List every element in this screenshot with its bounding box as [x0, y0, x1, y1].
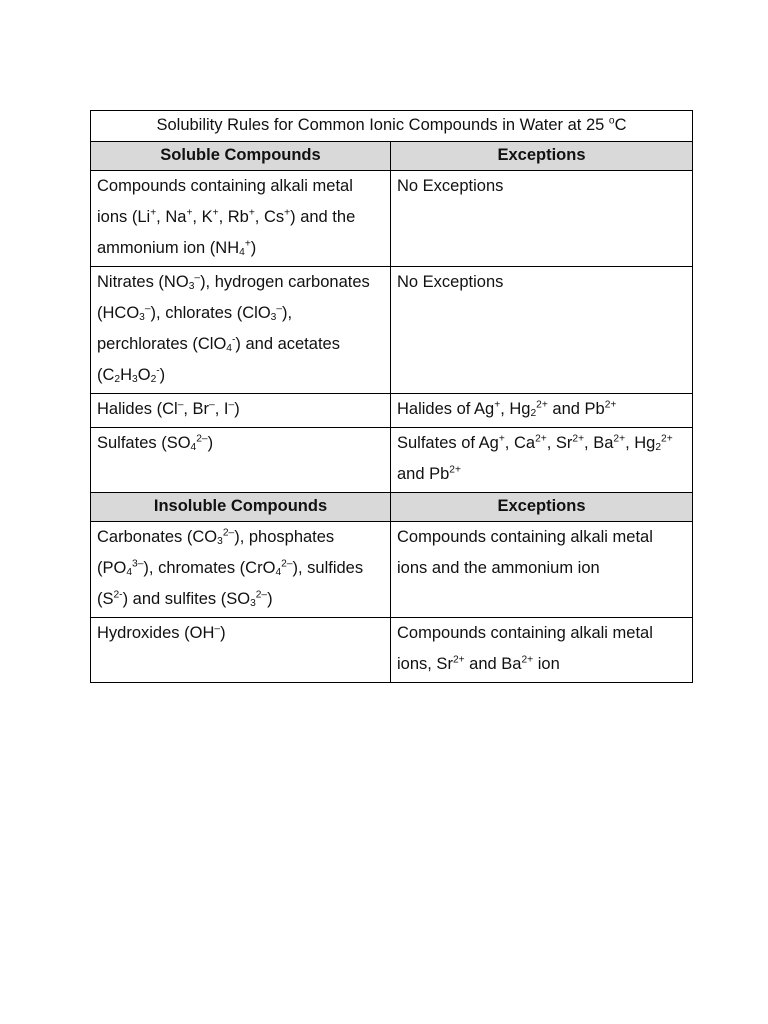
table-row	[91, 171, 693, 267]
column-header-exceptions: Exceptions	[391, 493, 693, 522]
compound-cell: Sulfates $(SO_4^{2-})$	[91, 428, 391, 493]
compound-cell: Halides (Cl–, Br–, I–)	[91, 394, 391, 428]
column-header-compounds: Insoluble Compounds	[91, 493, 391, 522]
exception-cell: Halides of Ag+, $Hg_2^{2+}$ and $Pb^{2+}$	[391, 394, 693, 428]
table-row	[91, 618, 693, 683]
column-header-compounds: Soluble Compounds	[91, 142, 391, 171]
table-row	[91, 428, 693, 493]
section-header-row	[91, 493, 693, 522]
table-title: Solubility Rules for Common Ionic Compounds in Water at 25 $^o$C	[91, 111, 693, 142]
exception-cell: Sulfates of Ag+, $Ca^{2+}$, $Sr^{2+}$, $Ba^{2+}$, $Hg_2^{2+}$ and $Pb^{2+}$	[391, 428, 693, 493]
section-header-row	[91, 142, 693, 171]
compound-cell: Compounds containing alkali metal ions (Li+, Na+, K+, Rb+, Cs+) and the ammonium ion $(NH_4^+)$	[91, 171, 391, 267]
exception-cell: Compounds containing alkali metal ions, $Sr^{2+}$ and $Ba^{2+}$ ion	[391, 618, 693, 683]
compound-cell: Nitrates $(NO_3^-)$, hydrogen carbonates $(HCO_3^-)$, chlorates (ClO$_3$–), perchlorates (ClO$_4$-) and acetates $(C_2H_3O_2^-)$	[91, 267, 391, 394]
table-row	[91, 394, 693, 428]
compound-cell: Hydroxides (OH–)	[91, 618, 391, 683]
exception-cell: Compounds containing alkali metal ions and the ammonium ion	[391, 522, 693, 618]
table-row	[91, 267, 693, 394]
table-row	[91, 522, 693, 618]
column-header-exceptions: Exceptions	[391, 142, 693, 171]
solubility-rules-table	[90, 110, 693, 683]
compound-cell: Carbonates $(CO_3^{2-})$, phosphates $(PO_4^{3-})$, chromates (CrO$_4^{2-}$), sulfides $(S^{2-})$ and sulfites $(SO_3^{2-})$	[91, 522, 391, 618]
exception-cell: No Exceptions	[391, 171, 693, 267]
exception-cell: No Exceptions	[391, 267, 693, 394]
